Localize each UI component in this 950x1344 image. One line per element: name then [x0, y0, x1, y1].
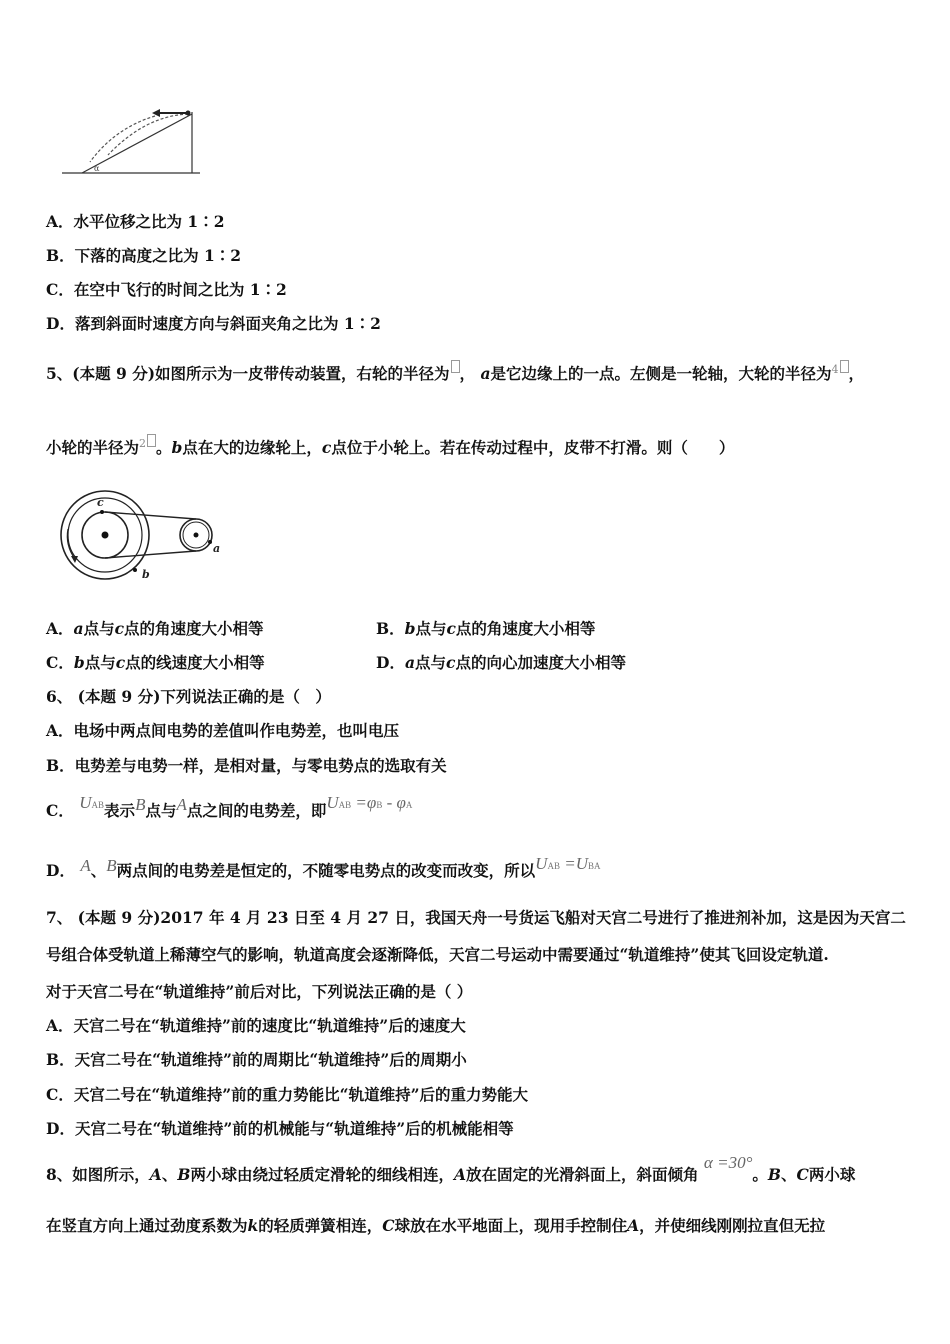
q5-small-radius: 2: [139, 437, 147, 450]
opt-text: 点之间的电势差，即: [186, 801, 327, 820]
opt-text: 点与: [83, 619, 115, 638]
q7-option-b: B．天宫二号在“轨道维持”前的周期比“轨道维持”后的周期小: [46, 1050, 467, 1069]
q5-var-c: c: [321, 438, 332, 458]
opt-letter: C．: [46, 653, 74, 672]
q8-stem-line2: [46, 1216, 825, 1236]
q5-punct: ，: [459, 364, 476, 384]
q6-option-b: B．电势差与电势一样，是相对量，与零电势点的选取有关: [46, 756, 447, 775]
opt-text: 点与: [145, 801, 177, 820]
label-b: b: [142, 568, 150, 581]
math-b: B: [135, 795, 146, 814]
opt-var: c: [446, 653, 456, 672]
opt-var: a: [73, 619, 84, 638]
opt-text: 点的线速度大小相等: [125, 653, 265, 672]
q8-var: C: [382, 1216, 395, 1235]
math-uab-uba: UAB =UBA: [535, 854, 601, 873]
q6-stem: 6、 (本题 9 分)下列说法正确的是（ ）: [46, 687, 331, 706]
q7-option-a: A．天宫二号在“轨道维持”前的速度比“轨道维持”后的速度大: [46, 1016, 466, 1035]
q8-var: A: [627, 1216, 640, 1235]
q8-text: 8、如图所示，: [46, 1165, 150, 1184]
opt-text: 两点间的电势差是恒定的，不随零电势点的改变而改变，所以: [116, 861, 536, 880]
opt-text: 、: [90, 861, 107, 880]
opt-var: a: [404, 653, 415, 672]
q8-var: B: [767, 1165, 781, 1184]
q7-stem-line1: 7、 (本题 9 分)2017 年 4 月 23 日至 4 月 27 日，我国天舟一号货运飞船对天宫二号进行了推进剂补加，这是因为天宫二: [46, 908, 906, 927]
radius-placeholder-icon: [451, 360, 460, 373]
q6-option-c: [46, 793, 413, 828]
opt-text: 点的角速度大小相等: [455, 619, 596, 638]
q5-var-b: b: [171, 438, 183, 458]
math-uab: UAB: [79, 793, 105, 812]
opt-var: b: [404, 619, 416, 638]
q4-option-b: B．下落的高度之比为 1∶2: [46, 246, 242, 265]
opt-letter: A．: [46, 619, 74, 638]
q5-punct3: 。: [156, 438, 172, 458]
q5-stem2-text: 小轮的半径为: [46, 438, 140, 458]
opt-text: 点与: [415, 653, 447, 672]
q6-option-a: A．电场中两点间电势的差值叫作电势差，也叫电压: [46, 721, 400, 740]
q5-stem-text2: 是它边缘上的一点。左侧是一轮轴，大轮的半径为: [490, 364, 832, 384]
q5-big-radius: 4: [831, 363, 839, 376]
q4-option-c: C．在空中飞行的时间之比为 1∶2: [46, 280, 287, 299]
opt-letter: D．: [376, 653, 405, 672]
q4-option-a: A．水平位移之比为 1∶2: [46, 212, 225, 231]
opt-letter: C．: [46, 801, 74, 820]
label-a: a: [213, 542, 221, 555]
q8-text: ，并使细线刚刚拉直但无拉: [639, 1216, 826, 1235]
q8-text: 两小球由绕过轻质定滑轮的细线相连，: [190, 1165, 454, 1184]
q7-stem-line2: 号组合体受轨道上稀薄空气的影响，轨道高度会逐渐降低，天宫二号运动中需要通过“轨道维持”使其飞回设定轨道.: [46, 945, 829, 964]
math-alpha-30: α =30°: [703, 1153, 753, 1172]
q8-text: 的轻质弹簧相连，: [258, 1216, 383, 1235]
opt-letter: B．: [376, 619, 405, 638]
q7-option-c: C．天宫二号在“轨道维持”前的重力势能比“轨道维持”后的重力势能大: [46, 1085, 529, 1104]
q8-text: 、: [781, 1165, 797, 1184]
q5-option-c: [46, 653, 265, 673]
q5-option-d: [376, 653, 626, 673]
q8-var: B: [177, 1165, 191, 1184]
math-potential-eq: UAB =φB - φA: [326, 793, 413, 812]
q5-option-a: [46, 619, 264, 639]
incline-projectile-figure: [60, 100, 210, 180]
opt-letter: D．: [46, 861, 75, 880]
math-a: A: [176, 795, 187, 814]
q5-stem2-text2: 点在大的边缘轮上，: [182, 438, 322, 458]
q4-option-d: D．落到斜面时速度方向与斜面夹角之比为 1∶2: [46, 314, 381, 333]
q5-option-b: [376, 619, 595, 639]
q7-option-d: D．天宫二号在“轨道维持”前的机械能与“轨道维持”后的机械能相等: [46, 1119, 514, 1138]
opt-var: b: [73, 653, 85, 672]
opt-text: 点与: [415, 619, 447, 638]
radius-placeholder-icon: [147, 434, 156, 447]
q5-var-a: a: [480, 364, 491, 384]
q8-stem-line1: [46, 1153, 856, 1190]
opt-var: c: [446, 619, 456, 638]
math-b: B: [106, 856, 117, 875]
q5-stem-text: 5、(本题 9 分)如图所示为一皮带传动装置，右轮的半径为: [46, 364, 450, 384]
q5-stem2-text3: 点位于小轮上。若在传动过程中，皮带不打滑。则（ ）: [331, 438, 735, 458]
q8-text: 在竖直方向上通过劲度系数为: [46, 1216, 248, 1235]
q6-option-d: [46, 856, 600, 888]
q8-var: A: [453, 1165, 466, 1184]
q7-stem-line3: 对于天宫二号在“轨道维持”前后对比，下列说法正确的是（ ）: [46, 982, 473, 1001]
q8-text: 球放在水平地面上，现用手控制住: [394, 1216, 628, 1235]
opt-text: 点的角速度大小相等: [124, 619, 264, 638]
belt-drive-figure: [55, 487, 235, 587]
q8-text: 、: [161, 1165, 178, 1184]
opt-text: 表示: [104, 801, 136, 820]
radius-placeholder-icon: [840, 360, 849, 373]
opt-var: c: [114, 619, 125, 638]
angle-label: α: [94, 164, 100, 173]
q5-stem-line2: [46, 434, 734, 458]
q8-var: A: [149, 1165, 162, 1184]
opt-text: 点的向心加速度大小相等: [455, 653, 626, 672]
q5-stem-line1: [46, 360, 864, 384]
q8-text: 。: [752, 1165, 768, 1184]
q8-var: C: [796, 1165, 809, 1184]
label-c: c: [97, 496, 104, 509]
q8-text: 两小球: [808, 1165, 856, 1184]
math-a: A: [80, 856, 91, 875]
opt-var: c: [115, 653, 126, 672]
q5-punct2: ，: [848, 364, 865, 384]
opt-text: 点与: [84, 653, 116, 672]
q8-text: 放在固定的光滑斜面上，斜面倾角: [466, 1165, 699, 1184]
q8-var: k: [247, 1216, 259, 1235]
